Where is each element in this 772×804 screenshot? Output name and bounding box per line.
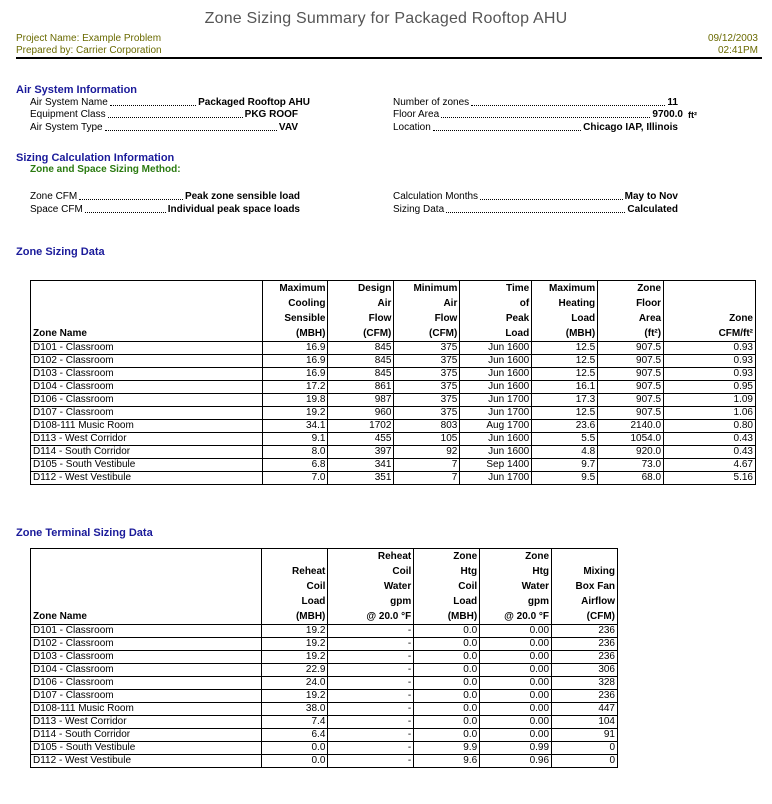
- zone-sizing-col-header: Zone Name: [31, 281, 263, 342]
- table-cell: 6.8: [262, 459, 328, 472]
- table-cell: 92: [394, 446, 460, 459]
- table-cell: 12.5: [532, 342, 598, 355]
- table-cell: 0.00: [480, 703, 552, 716]
- floor-area-value: 9700.0: [652, 109, 683, 120]
- table-cell: 845: [328, 368, 394, 381]
- table-cell: 16.9: [262, 355, 328, 368]
- calculation-months-row: [393, 190, 678, 202]
- sizing-data-row: [393, 203, 678, 215]
- table-row: [31, 420, 756, 433]
- table-cell: 375: [394, 368, 460, 381]
- table-cell: 16.1: [532, 381, 598, 394]
- table-cell: 22.9: [262, 664, 328, 677]
- table-cell: 5.5: [532, 433, 598, 446]
- table-row: [31, 690, 618, 703]
- table-cell: Aug 1700: [460, 420, 532, 433]
- table-cell: 845: [328, 355, 394, 368]
- table-cell: Jun 1600: [460, 433, 532, 446]
- floor-area-label: Floor Area: [393, 109, 440, 120]
- zone-name-cell: D104 - Classroom: [31, 381, 263, 394]
- table-row: [31, 638, 618, 651]
- zone-sizing-heading: Zone Sizing Data: [16, 246, 105, 258]
- equipment-class-label: Equipment Class: [30, 109, 106, 120]
- table-cell: 0.0: [262, 742, 328, 755]
- table-row: [31, 729, 618, 742]
- table-cell: 0.93: [664, 355, 756, 368]
- table-cell: 351: [328, 472, 394, 485]
- sizing-method-subheading: Zone and Space Sizing Method:: [30, 164, 181, 175]
- table-cell: 0.00: [480, 638, 552, 651]
- table-cell: -: [328, 703, 414, 716]
- air-system-type-label: Air System Type: [30, 122, 103, 133]
- table-row: [31, 472, 756, 485]
- table-row: [31, 433, 756, 446]
- zone-name-cell: D105 - South Vestibule: [31, 459, 263, 472]
- table-cell: 0.95: [664, 381, 756, 394]
- table-row: [31, 446, 756, 459]
- table-cell: 0.96: [480, 755, 552, 768]
- table-cell: 4.67: [664, 459, 756, 472]
- table-row: [31, 755, 618, 768]
- sizing-calc-heading: Sizing Calculation Information: [16, 152, 175, 164]
- table-cell: 5.16: [664, 472, 756, 485]
- project-name: Project Name: Example Problem: [16, 33, 162, 44]
- prepared-by: Prepared by: Carrier Corporation: [16, 45, 162, 56]
- table-cell: 0.00: [480, 625, 552, 638]
- table-row: [31, 703, 618, 716]
- terminal-sizing-body: [31, 625, 618, 768]
- table-cell: Jun 1700: [460, 394, 532, 407]
- table-cell: 0.00: [480, 677, 552, 690]
- table-cell: 0.0: [262, 755, 328, 768]
- zone-name-cell: D103 - Classroom: [31, 368, 263, 381]
- report-title: Zone Sizing Summary for Packaged Rooftop AHU: [204, 10, 568, 27]
- table-cell: 845: [328, 342, 394, 355]
- table-cell: 236: [552, 690, 618, 703]
- table-cell: 1054.0: [598, 433, 664, 446]
- table-cell: 12.5: [532, 368, 598, 381]
- table-cell: 0.0: [414, 638, 480, 651]
- space-cfm-label: Space CFM: [30, 204, 83, 215]
- table-row: [31, 459, 756, 472]
- table-cell: 375: [394, 394, 460, 407]
- table-row: [31, 651, 618, 664]
- equipment-class-value: PKG ROOF: [244, 109, 298, 120]
- table-cell: Jun 1700: [460, 472, 532, 485]
- table-cell: 236: [552, 638, 618, 651]
- air-system-name-label: Air System Name: [30, 97, 108, 108]
- table-cell: -: [328, 651, 414, 664]
- calculation-months-value: May to Nov: [624, 191, 678, 202]
- terminal-sizing-col-header: Reheat Coil Load (MBH): [262, 549, 328, 625]
- table-cell: 9.7: [532, 459, 598, 472]
- table-cell: 803: [394, 420, 460, 433]
- table-cell: 34.1: [262, 420, 328, 433]
- zone-name-cell: D105 - South Vestibule: [31, 742, 262, 755]
- terminal-sizing-col-header: Zone Htg Water gpm @ 20.0 °F: [480, 549, 552, 625]
- table-cell: 104: [552, 716, 618, 729]
- equipment-class-row: [30, 108, 298, 120]
- table-cell: 19.8: [262, 394, 328, 407]
- table-cell: -: [328, 755, 414, 768]
- zone-cfm-value: Peak zone sensible load: [184, 191, 300, 202]
- table-cell: 12.5: [532, 355, 598, 368]
- air-system-name-value: Packaged Rooftop AHU: [198, 97, 310, 108]
- space-cfm-value: Individual peak space loads: [167, 204, 300, 215]
- header-divider: [16, 57, 762, 59]
- table-cell: -: [328, 742, 414, 755]
- terminal-sizing-col-header: Zone Name: [31, 549, 262, 625]
- table-cell: Jun 1600: [460, 355, 532, 368]
- table-cell: 8.0: [262, 446, 328, 459]
- table-cell: 306: [552, 664, 618, 677]
- terminal-sizing-col-header: Zone Htg Coil Load (MBH): [414, 549, 480, 625]
- table-cell: -: [328, 664, 414, 677]
- table-cell: 73.0: [598, 459, 664, 472]
- zone-name-cell: D112 - West Vestibule: [31, 755, 262, 768]
- table-cell: 907.5: [598, 355, 664, 368]
- table-cell: 447: [552, 703, 618, 716]
- zone-sizing-col-header: Zone CFM/ft²: [664, 281, 756, 342]
- table-row: [31, 625, 618, 638]
- table-cell: 17.2: [262, 381, 328, 394]
- report-date: 09/12/2003: [707, 33, 758, 44]
- table-cell: 0.00: [480, 664, 552, 677]
- table-cell: 0.00: [480, 651, 552, 664]
- table-cell: 7: [394, 459, 460, 472]
- table-cell: 4.8: [532, 446, 598, 459]
- table-cell: 1.09: [664, 394, 756, 407]
- zone-sizing-col-header: Maximum Cooling Sensible (MBH): [262, 281, 328, 342]
- location-row: [393, 121, 678, 133]
- table-cell: -: [328, 729, 414, 742]
- table-cell: 24.0: [262, 677, 328, 690]
- table-cell: Jun 1700: [460, 407, 532, 420]
- sizing-data-label: Sizing Data: [393, 204, 445, 215]
- zone-name-cell: D112 - West Vestibule: [31, 472, 263, 485]
- table-cell: 7.0: [262, 472, 328, 485]
- table-cell: -: [328, 716, 414, 729]
- table-cell: Jun 1600: [460, 446, 532, 459]
- table-row: [31, 381, 756, 394]
- table-cell: -: [328, 690, 414, 703]
- table-cell: 907.5: [598, 381, 664, 394]
- zone-sizing-col-header: Zone Floor Area (ft²): [598, 281, 664, 342]
- zone-name-cell: D114 - South Corridor: [31, 729, 262, 742]
- table-row: [31, 407, 756, 420]
- table-cell: 23.6: [532, 420, 598, 433]
- table-cell: 907.5: [598, 394, 664, 407]
- zone-name-cell: D113 - West Corridor: [31, 433, 263, 446]
- zone-name-cell: D101 - Classroom: [31, 625, 262, 638]
- table-cell: 455: [328, 433, 394, 446]
- report-time: 02:41PM: [717, 45, 758, 56]
- number-of-zones-label: Number of zones: [393, 97, 470, 108]
- zone-sizing-col-header: Maximum Heating Load (MBH): [532, 281, 598, 342]
- number-of-zones-row: [393, 96, 678, 108]
- zone-sizing-header-row: [31, 281, 756, 342]
- table-cell: Jun 1600: [460, 381, 532, 394]
- zone-name-cell: D107 - Classroom: [31, 407, 263, 420]
- location-value: Chicago IAP, Illinois: [583, 122, 678, 133]
- air-system-heading: Air System Information: [16, 84, 138, 96]
- table-cell: 19.2: [262, 407, 328, 420]
- table-cell: Jun 1600: [460, 342, 532, 355]
- table-cell: 19.2: [262, 690, 328, 703]
- table-cell: -: [328, 677, 414, 690]
- table-cell: -: [328, 638, 414, 651]
- table-cell: 907.5: [598, 342, 664, 355]
- table-cell: 9.9: [414, 742, 480, 755]
- table-cell: 0.43: [664, 446, 756, 459]
- table-cell: 0: [552, 755, 618, 768]
- table-cell: 907.5: [598, 368, 664, 381]
- zone-sizing-body: [31, 342, 756, 485]
- zone-name-cell: D101 - Classroom: [31, 342, 263, 355]
- zone-name-cell: D113 - West Corridor: [31, 716, 262, 729]
- table-row: [31, 342, 756, 355]
- table-cell: 0.80: [664, 420, 756, 433]
- table-cell: 0.00: [480, 690, 552, 703]
- zone-name-cell: D107 - Classroom: [31, 690, 262, 703]
- table-cell: 0.0: [414, 664, 480, 677]
- table-row: [31, 716, 618, 729]
- air-system-name-row: [30, 96, 310, 108]
- table-cell: 16.9: [262, 368, 328, 381]
- table-cell: 0.00: [480, 729, 552, 742]
- zone-cfm-row: [30, 190, 300, 202]
- zone-name-cell: D104 - Classroom: [31, 664, 262, 677]
- table-cell: 0.0: [414, 625, 480, 638]
- table-cell: 0.0: [414, 651, 480, 664]
- table-cell: 12.5: [532, 407, 598, 420]
- table-cell: 9.6: [414, 755, 480, 768]
- sizing-data-value: Calculated: [627, 204, 678, 215]
- table-row: [31, 355, 756, 368]
- table-cell: 861: [328, 381, 394, 394]
- table-cell: 19.2: [262, 625, 328, 638]
- table-cell: 19.2: [262, 638, 328, 651]
- space-cfm-row: [30, 203, 300, 215]
- table-cell: 1702: [328, 420, 394, 433]
- air-system-type-value: VAV: [278, 122, 298, 133]
- table-cell: 0.0: [414, 729, 480, 742]
- floor-area-row: [393, 108, 697, 120]
- table-cell: 0.93: [664, 368, 756, 381]
- table-cell: 9.1: [262, 433, 328, 446]
- table-cell: 236: [552, 651, 618, 664]
- table-cell: Sep 1400: [460, 459, 532, 472]
- zone-sizing-col-header: Time of Peak Load: [460, 281, 532, 342]
- terminal-sizing-table: [30, 548, 618, 768]
- zone-sizing-col-header: Design Air Flow (CFM): [328, 281, 394, 342]
- zone-name-cell: D102 - Classroom: [31, 638, 262, 651]
- table-cell: 0: [552, 742, 618, 755]
- table-cell: 920.0: [598, 446, 664, 459]
- table-cell: -: [328, 625, 414, 638]
- table-cell: 375: [394, 355, 460, 368]
- table-cell: 17.3: [532, 394, 598, 407]
- table-cell: 960: [328, 407, 394, 420]
- table-cell: Jun 1600: [460, 368, 532, 381]
- table-cell: 0.93: [664, 342, 756, 355]
- table-cell: 16.9: [262, 342, 328, 355]
- table-cell: 0.0: [414, 690, 480, 703]
- table-cell: 105: [394, 433, 460, 446]
- table-cell: 328: [552, 677, 618, 690]
- table-cell: 0.99: [480, 742, 552, 755]
- number-of-zones-value: 11: [667, 97, 678, 108]
- table-row: [31, 394, 756, 407]
- table-cell: 1.06: [664, 407, 756, 420]
- floor-area-unit: ft²: [688, 110, 697, 120]
- table-cell: 375: [394, 381, 460, 394]
- table-row: [31, 677, 618, 690]
- zone-name-cell: D106 - Classroom: [31, 677, 262, 690]
- zone-name-cell: D114 - South Corridor: [31, 446, 263, 459]
- location-label: Location: [393, 122, 431, 133]
- terminal-sizing-col-header: Reheat Coil Water gpm @ 20.0 °F: [328, 549, 414, 625]
- calculation-months-label: Calculation Months: [393, 191, 479, 202]
- table-cell: 7.4: [262, 716, 328, 729]
- terminal-sizing-heading: Zone Terminal Sizing Data: [16, 527, 153, 539]
- table-cell: 7: [394, 472, 460, 485]
- table-cell: 0.0: [414, 703, 480, 716]
- table-cell: 9.5: [532, 472, 598, 485]
- table-cell: 907.5: [598, 407, 664, 420]
- zone-name-cell: D102 - Classroom: [31, 355, 263, 368]
- table-cell: 0.00: [480, 716, 552, 729]
- table-cell: 38.0: [262, 703, 328, 716]
- table-cell: 375: [394, 342, 460, 355]
- table-cell: 987: [328, 394, 394, 407]
- table-cell: 236: [552, 625, 618, 638]
- table-cell: 397: [328, 446, 394, 459]
- terminal-sizing-col-header: Mixing Box Fan Airflow (CFM): [552, 549, 618, 625]
- table-row: [31, 664, 618, 677]
- table-cell: 91: [552, 729, 618, 742]
- zone-sizing-col-header: Minimum Air Flow (CFM): [394, 281, 460, 342]
- zone-name-cell: D106 - Classroom: [31, 394, 263, 407]
- table-cell: 68.0: [598, 472, 664, 485]
- zone-name-cell: D103 - Classroom: [31, 651, 262, 664]
- air-system-type-row: [30, 121, 298, 133]
- table-row: [31, 742, 618, 755]
- table-row: [31, 368, 756, 381]
- table-cell: 2140.0: [598, 420, 664, 433]
- table-cell: 19.2: [262, 651, 328, 664]
- table-cell: 375: [394, 407, 460, 420]
- zone-sizing-table: [30, 280, 756, 485]
- zone-name-cell: D108-111 Music Room: [31, 420, 263, 433]
- terminal-sizing-header-row: [31, 549, 618, 625]
- zone-name-cell: D108-111 Music Room: [31, 703, 262, 716]
- table-cell: 6.4: [262, 729, 328, 742]
- zone-cfm-label: Zone CFM: [30, 191, 78, 202]
- table-cell: 0.0: [414, 716, 480, 729]
- table-cell: 0.43: [664, 433, 756, 446]
- table-cell: 0.0: [414, 677, 480, 690]
- table-cell: 341: [328, 459, 394, 472]
